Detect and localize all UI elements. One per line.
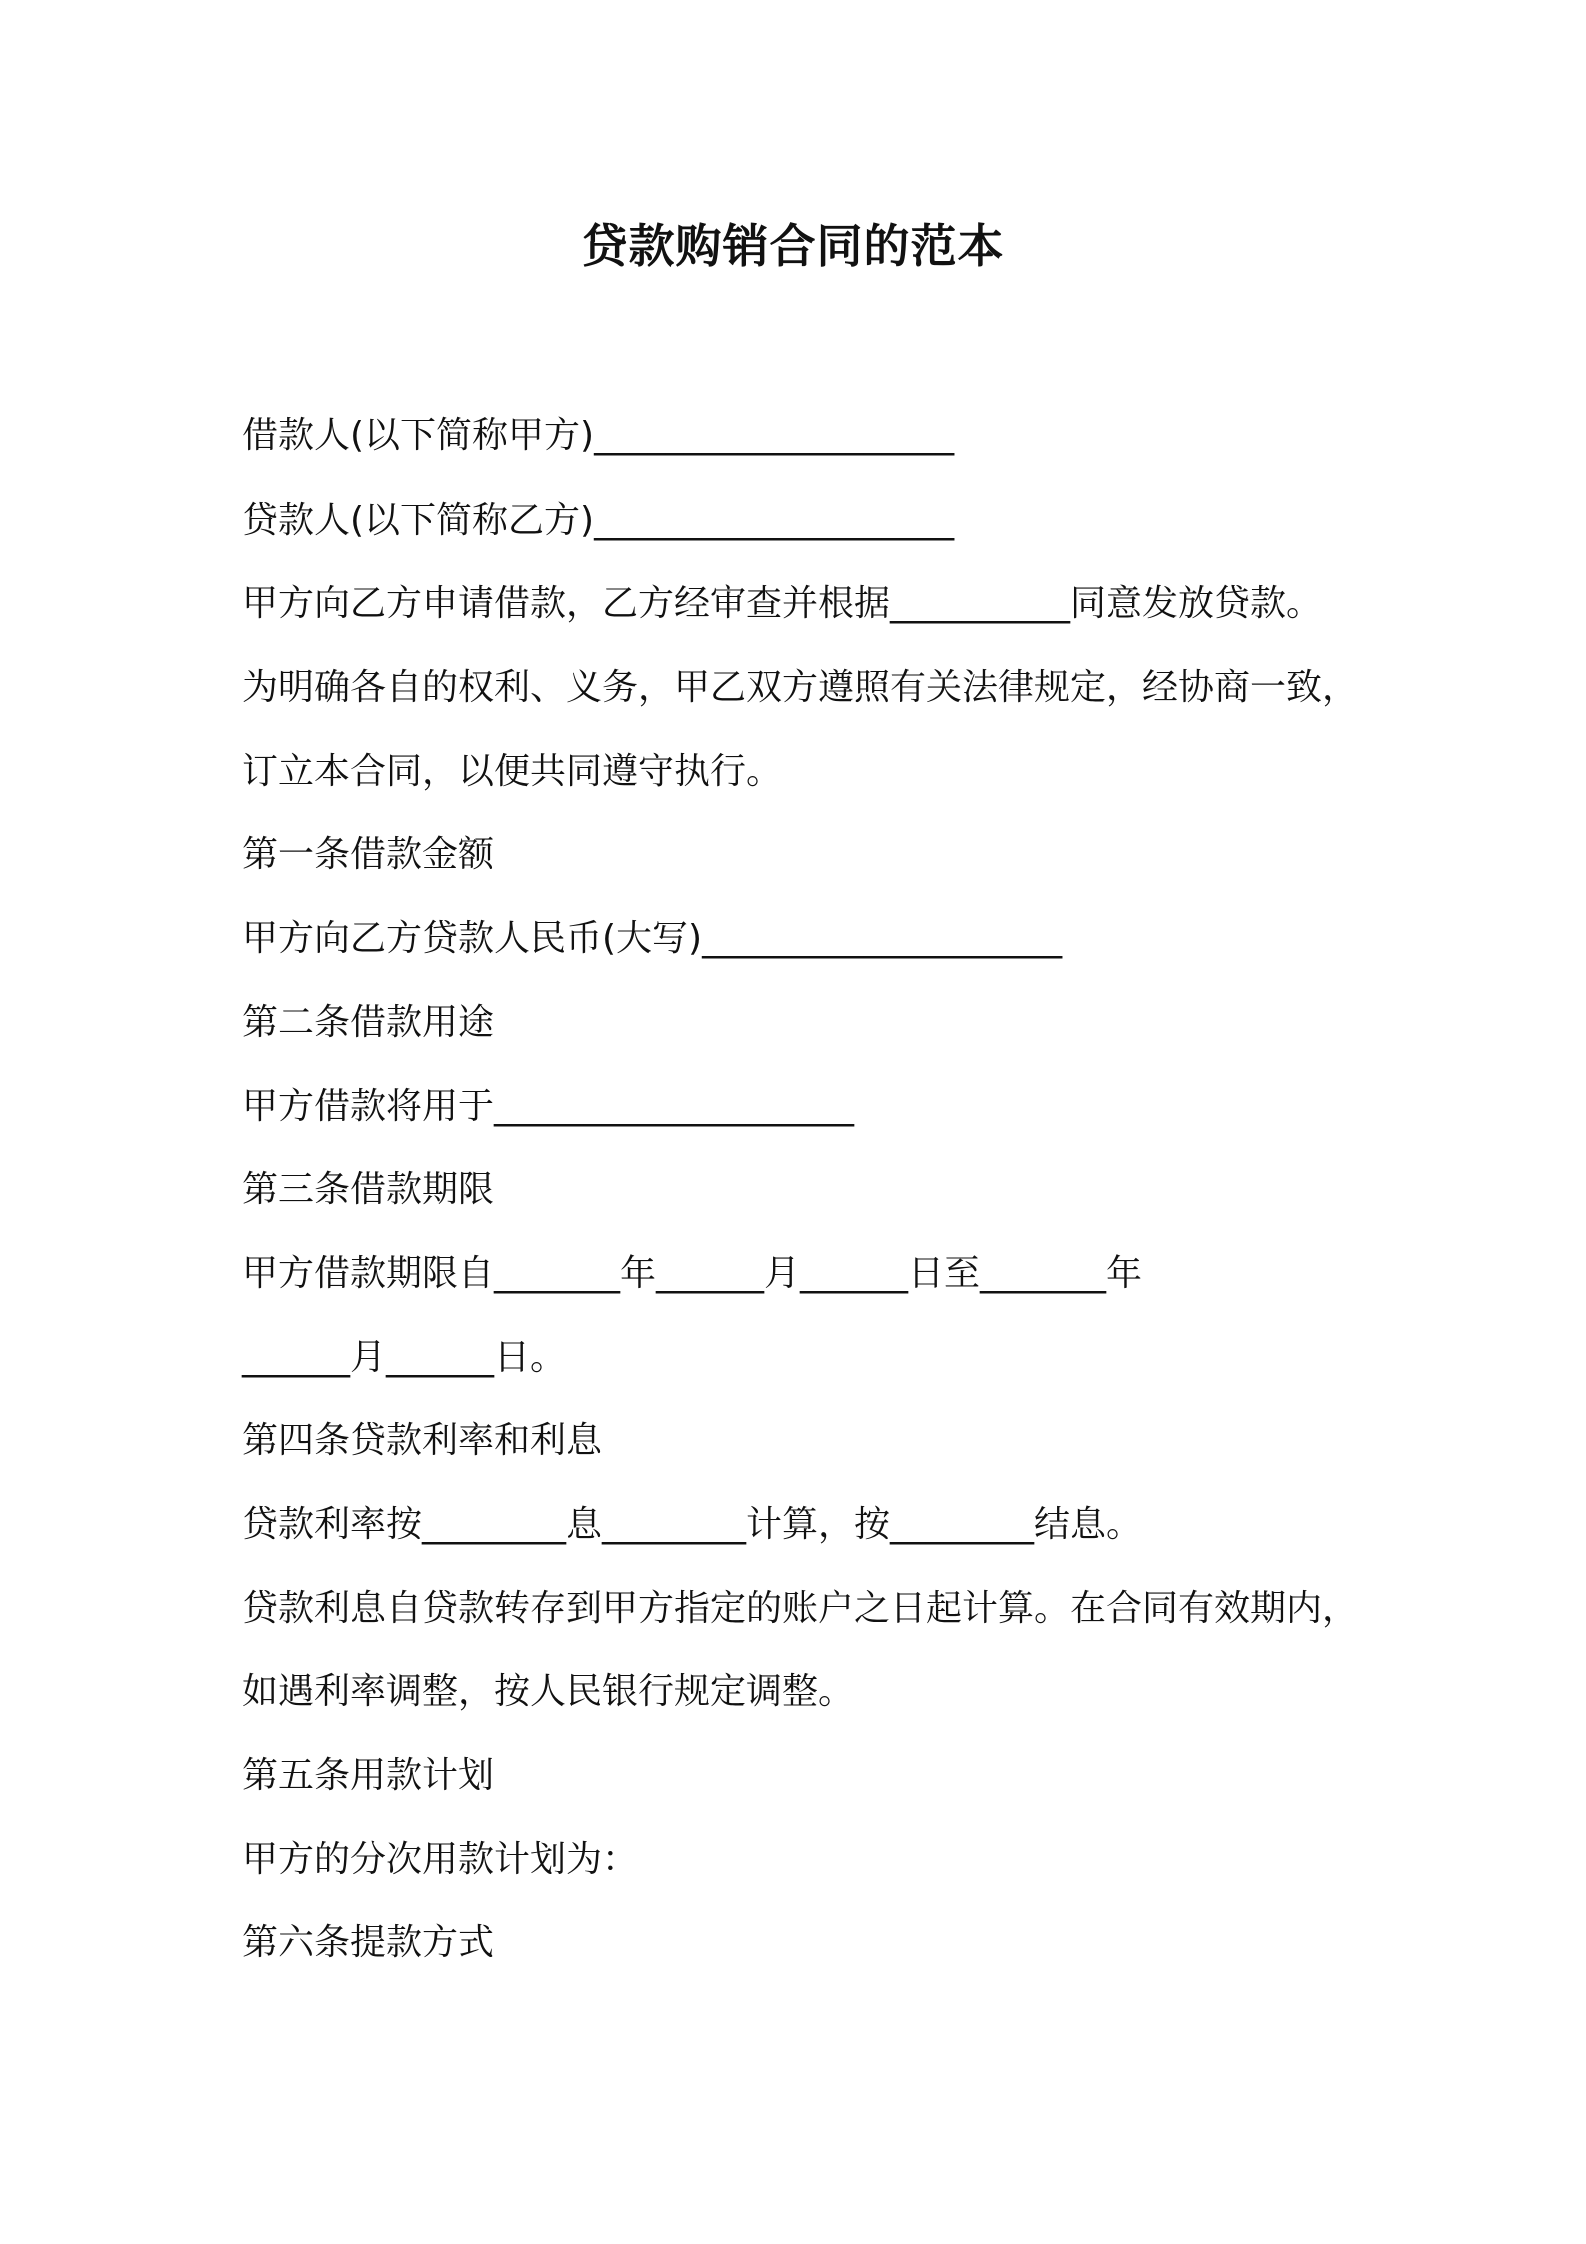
application-line: 甲方向乙方申请借款，乙方经审查并根据__________同意发放贷款。 bbox=[242, 583, 1323, 624]
loan-term-line-1: 甲方借款期限自_______年______月______日至_______年 bbox=[242, 1253, 1143, 1294]
interest-paragraph-line-2: 如遇利率调整，按人民银行规定调整。 bbox=[242, 1671, 855, 1712]
borrower-line: 借款人(以下简称甲方)____________________ bbox=[242, 415, 955, 456]
interest-paragraph-line-1: 贷款利息自贷款转存到甲方指定的账户之日起计算。在合同有效期内， bbox=[242, 1588, 1359, 1629]
interest-rate-line: 贷款利率按________息________计算，按________结息。 bbox=[242, 1504, 1143, 1545]
loan-term-line-2: ______月______日。 bbox=[242, 1337, 567, 1378]
article-4-heading: 第四条贷款利率和利息 bbox=[242, 1420, 603, 1461]
article-1-heading: 第一条借款金额 bbox=[242, 834, 495, 875]
usage-plan-line: 甲方的分次用款计划为： bbox=[242, 1839, 639, 1880]
purpose-paragraph-line-2: 订立本合同，以便共同遵守执行。 bbox=[242, 751, 783, 792]
article-6-heading: 第六条提款方式 bbox=[242, 1922, 495, 1963]
lender-line: 贷款人(以下简称乙方)____________________ bbox=[242, 500, 955, 541]
document-title: 贷款购销合同的范本 bbox=[581, 219, 1005, 273]
article-5-heading: 第五条用款计划 bbox=[242, 1755, 495, 1796]
loan-use-line: 甲方借款将用于____________________ bbox=[242, 1086, 855, 1127]
article-2-heading: 第二条借款用途 bbox=[242, 1002, 495, 1043]
article-3-heading: 第三条借款期限 bbox=[242, 1169, 495, 1210]
loan-amount-line: 甲方向乙方贷款人民币(大写)____________________ bbox=[242, 918, 1063, 959]
purpose-paragraph-line-1: 为明确各自的权利、义务，甲乙双方遵照有关法律规定，经协商一致， bbox=[242, 667, 1359, 708]
